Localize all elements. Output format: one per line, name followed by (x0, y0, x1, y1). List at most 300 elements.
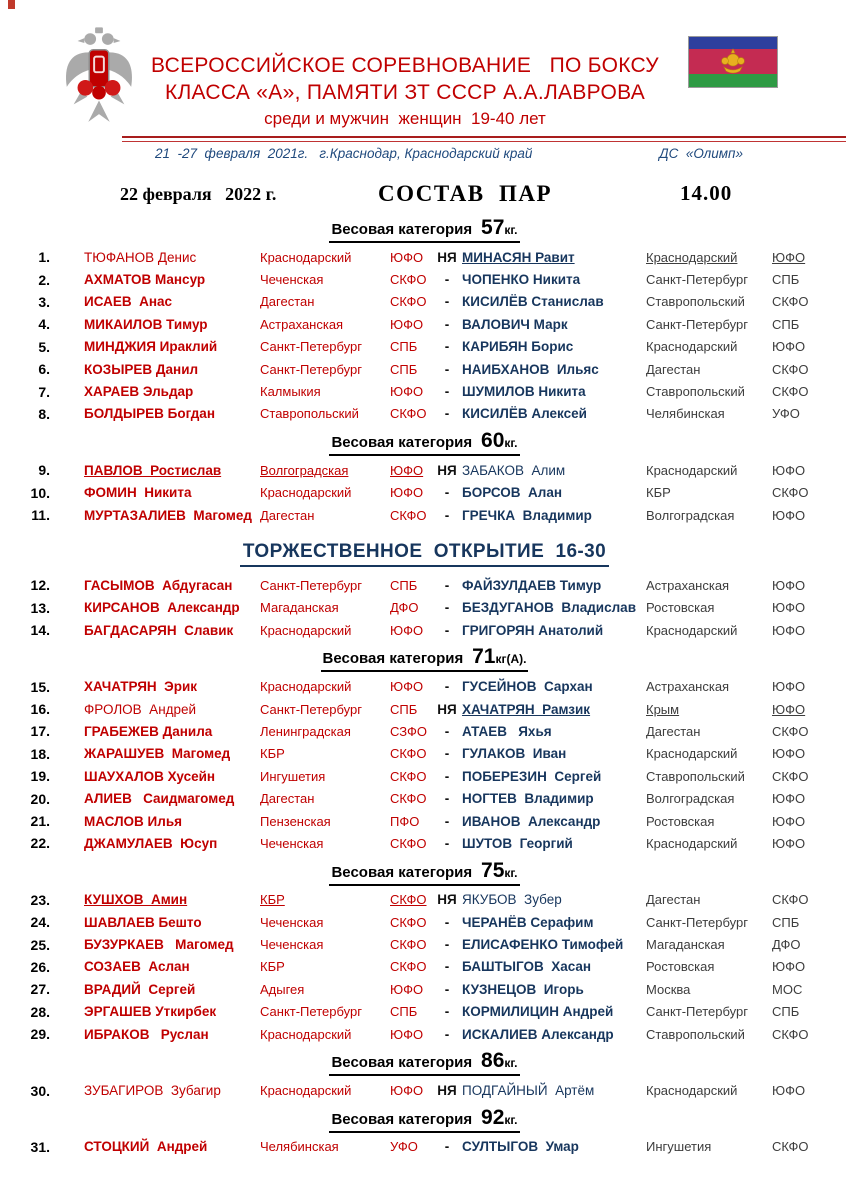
pair-separator: - (444, 1139, 450, 1155)
red-boxer-name: ХАРАЕВ Эльдар (84, 384, 194, 400)
red-boxer-name: ГРАБЕЖЕВ Данила (84, 723, 213, 739)
red-boxer-district: СКФО (390, 914, 427, 930)
blue-boxer-district: ЮФО (772, 339, 806, 355)
red-boxer-district: УФО (390, 1139, 418, 1155)
blue-boxer-region: Краснодарский (646, 622, 738, 638)
red-boxer-name: КОЗЫРЕВ Данил (84, 361, 199, 377)
pair-row (0, 246, 849, 268)
red-boxer-name: МИНДЖИЯ Ираклий (84, 339, 218, 355)
pair-row (0, 720, 849, 742)
blue-boxer-district: СКФО (772, 485, 809, 501)
red-boxer-name: БАГДАСАРЯН Славик (84, 622, 234, 638)
pair-row (0, 1136, 849, 1158)
ceremony-heading-block (0, 540, 849, 567)
schedule-line (0, 181, 849, 207)
blue-boxer-region: Челябинская (646, 406, 725, 422)
pair-separator: - (444, 959, 450, 975)
pair-row (0, 403, 849, 425)
row-number: 27. (30, 981, 50, 998)
red-boxer-region: Санкт-Петербург (260, 1004, 362, 1020)
pair-separator: НЯ (437, 462, 457, 478)
pair-row (0, 380, 849, 402)
blue-boxer-region: Ростовская (646, 959, 715, 975)
row-number: 6. (38, 361, 50, 378)
blue-boxer-district: ЮФО (772, 959, 806, 975)
red-boxer-name: ЭРГАШЕВ Уткирбек (84, 1004, 217, 1020)
weight-category-value: 60 (481, 429, 505, 453)
red-boxer-name: ТЮФАНОВ Денис (84, 249, 197, 265)
red-boxer-region: Краснодарский (260, 1083, 352, 1099)
blue-boxer-region: Санкт-Петербург (646, 272, 748, 288)
row-number: 23. (30, 891, 50, 908)
red-boxer-district: СПБ (390, 701, 418, 717)
blue-boxer-region: Ростовская (646, 600, 715, 616)
blue-boxer-district: ЮФО (772, 679, 806, 695)
red-boxer-region: Ставропольский (260, 406, 359, 422)
red-boxer-name: ГАСЫМОВ Абдугасан (84, 577, 233, 593)
blue-boxer-region: Ставропольский (646, 294, 745, 310)
blue-boxer-name: МИНАСЯН Равит (462, 249, 575, 265)
red-boxer-name: ПАВЛОВ Ростислав (84, 462, 222, 478)
red-boxer-name: МУРТАЗАЛИЕВ Магомед (84, 507, 252, 523)
blue-boxer-region: Краснодарский (646, 249, 738, 265)
red-boxer-name: ФРОЛОВ Андрей (84, 701, 197, 717)
pair-separator: - (444, 316, 450, 332)
red-boxer-name: АХМАТОВ Мансур (84, 272, 206, 288)
blue-boxer-name: ИСКАЛИЕВ Александр (462, 1026, 614, 1042)
blue-boxer-name: ШУМИЛОВ Никита (462, 384, 586, 400)
red-boxer-district: ЮФО (390, 1083, 424, 1099)
event-dates-location: 21 -27 февраля 2021г. г.Краснодар, Краснодарский край (155, 146, 533, 161)
red-boxer-district: СКФО (390, 406, 427, 422)
red-boxer-region: Адыгея (260, 981, 305, 997)
blue-boxer-district: СКФО (772, 384, 809, 400)
weight-category-label: Весовая категория (322, 650, 464, 668)
blue-boxer-name: ЯКУБОВ Зубер (462, 892, 562, 908)
red-boxer-region: Дагестан (260, 507, 315, 523)
pair-row (0, 765, 849, 787)
red-boxer-district: СКФО (390, 507, 427, 523)
weight-category-value: 86 (481, 1049, 505, 1073)
red-boxer-district: СКФО (390, 892, 427, 908)
pair-separator: - (444, 577, 450, 593)
blue-boxer-district: СПБ (772, 914, 800, 930)
red-boxer-region: Пензенская (260, 813, 331, 829)
red-boxer-district: ДФО (390, 600, 419, 616)
blue-boxer-name: БЕЗДУГАНОВ Владислав (462, 600, 636, 616)
pair-separator: НЯ (437, 701, 457, 717)
pair-separator: - (444, 835, 450, 851)
blue-boxer-name: НАИБХАНОВ Ильяс (462, 361, 599, 377)
blue-boxer-region: Москва (646, 981, 691, 997)
red-boxer-district: ЮФО (390, 679, 424, 695)
red-boxer-region: Ингушетия (260, 768, 326, 784)
red-boxer-district: ЮФО (390, 1026, 424, 1042)
blue-boxer-name: ГРЕЧКА Владимир (462, 507, 592, 523)
pair-row (0, 743, 849, 765)
pair-separator: - (444, 1026, 450, 1042)
red-boxer-name: СТОЦКИЙ Андрей (84, 1139, 208, 1155)
red-boxer-name: БУЗУРКАЕВ Магомед (84, 937, 234, 953)
event-info-line (0, 146, 849, 161)
pair-row (0, 933, 849, 955)
row-number: 28. (30, 1003, 50, 1020)
red-boxer-district: ЮФО (390, 462, 424, 478)
blue-boxer-name: КАРИБЯН Борис (462, 339, 574, 355)
pair-separator: - (444, 384, 450, 400)
weight-category-label: Весовая категория (331, 1110, 473, 1128)
red-boxer-district: ЮФО (390, 249, 424, 265)
session-time: 14.00 (680, 181, 733, 205)
blue-boxer-region: Дагестан (646, 361, 701, 377)
red-boxer-region: Краснодарский (260, 679, 352, 695)
pair-row (0, 482, 849, 504)
red-boxer-region: Санкт-Петербург (260, 701, 362, 717)
pair-row (0, 832, 849, 854)
pair-row (0, 268, 849, 290)
pair-row (0, 336, 849, 358)
flag-gold-emblem (718, 47, 748, 77)
red-boxer-region: Чеченская (260, 272, 324, 288)
pair-row (0, 291, 849, 313)
pair-row (0, 1023, 849, 1045)
weight-category-label: Весовая категория (331, 1054, 473, 1072)
blue-boxer-region: Дагестан (646, 723, 701, 739)
pair-separator: - (444, 768, 450, 784)
blue-boxer-district: ЮФО (772, 622, 806, 638)
blue-boxer-name: КИСИЛЁВ Алексей (462, 406, 587, 422)
red-boxer-region: Астраханская (260, 316, 344, 332)
blue-boxer-district: СКФО (772, 1026, 809, 1042)
red-boxer-district: ЮФО (390, 981, 424, 997)
competition-title-line3: среди и мужчин женщин 19-40 лет (264, 109, 546, 128)
row-number: 2. (38, 271, 50, 288)
weight-category-heading (0, 218, 849, 243)
pair-separator: НЯ (437, 249, 457, 265)
pair-separator: - (444, 679, 450, 695)
weight-category-heading (0, 1051, 849, 1076)
red-boxer-district: ЮФО (390, 485, 424, 501)
red-boxer-district: СКФО (390, 294, 427, 310)
blue-boxer-name: ХАЧАТРЯН Рамзик (462, 701, 591, 717)
pair-row (0, 459, 849, 481)
row-number: 11. (31, 507, 50, 524)
event-venue: ДС «Олимп» (659, 146, 743, 161)
red-boxer-region: Волгоградская (260, 462, 349, 478)
blue-boxer-region: Ингушетия (646, 1139, 712, 1155)
blue-boxer-region: Краснодарский (646, 835, 738, 851)
pair-separator: - (444, 746, 450, 762)
pair-separator: - (444, 600, 450, 616)
red-boxer-region: Дагестан (260, 294, 315, 310)
pair-row (0, 619, 849, 641)
blue-boxer-name: ГУСЕЙНОВ Сархан (462, 679, 593, 695)
weight-category-label: Весовая категория (331, 434, 473, 452)
pair-separator: - (444, 339, 450, 355)
weight-category-unit: кг. (504, 1056, 518, 1071)
blue-boxer-region: Санкт-Петербург (646, 1004, 748, 1020)
red-boxer-region: Краснодарский (260, 485, 352, 501)
pair-row (0, 574, 849, 596)
pair-row (0, 810, 849, 832)
pair-row (0, 358, 849, 380)
pair-row (0, 787, 849, 809)
weight-category-heading (0, 858, 849, 886)
blue-boxer-name: ЕЛИСАФЕНКО Тимофей (462, 937, 624, 953)
pair-separator: - (444, 406, 450, 422)
competition-title-line2: КЛАССА «А», ПАМЯТИ ЗТ СССР А.А.ЛАВРОВА (164, 81, 646, 104)
red-boxer-district: СПБ (390, 577, 418, 593)
blue-boxer-name: НОГТЕВ Владимир (462, 791, 594, 807)
row-number: 30. (30, 1082, 50, 1099)
blue-boxer-region: Краснодарский (646, 462, 738, 478)
row-number: 18. (30, 745, 50, 762)
red-boxer-district: ЮФО (390, 622, 424, 638)
pair-separator: НЯ (437, 892, 457, 908)
red-boxer-region: Санкт-Петербург (260, 577, 362, 593)
blue-boxer-name: ШУТОВ Георгий (462, 835, 573, 851)
blue-boxer-name: КИСИЛЁВ Станислав (462, 294, 604, 310)
blue-boxer-district: ДФО (772, 937, 801, 953)
blue-boxer-name: ЧОПЕНКО Никита (462, 272, 581, 288)
blue-boxer-district: СКФО (772, 892, 809, 908)
blue-boxer-region: Астраханская (646, 577, 730, 593)
red-boxer-district: СПБ (390, 1004, 418, 1020)
row-number: 21. (30, 813, 50, 829)
red-boxer-name: МИКАИЛОВ Тимур (84, 316, 208, 332)
blue-boxer-region: Санкт-Петербург (646, 914, 748, 930)
blue-boxer-district: СКФО (772, 361, 809, 377)
competition-title-line1: ВСЕРОССИЙСКОЕ СОРЕВНОВАНИЕ ПО БОКСУ (151, 54, 659, 77)
row-number: 26. (30, 958, 50, 975)
red-boxer-name: МАСЛОВ Илья (84, 813, 183, 829)
blue-boxer-district: ЮФО (772, 600, 806, 616)
pair-row (0, 698, 849, 720)
header-divider (122, 136, 846, 142)
blue-boxer-district: ЮФО (772, 462, 806, 478)
blue-boxer-district: СПБ (772, 272, 800, 288)
pair-row (0, 978, 849, 1000)
red-boxer-region: КБР (260, 746, 285, 762)
red-boxer-name: ИСАЕВ Анас (84, 294, 173, 310)
weight-category-unit: кг(А). (495, 652, 527, 667)
row-number: 3. (38, 293, 50, 310)
red-boxer-region: КБР (260, 892, 285, 908)
blue-boxer-region: Волгоградская (646, 507, 735, 523)
weight-category-unit: кг. (504, 865, 518, 880)
pair-separator: - (444, 981, 450, 997)
blue-boxer-district: ЮФО (772, 577, 806, 593)
pair-separator: - (444, 914, 450, 930)
red-boxer-district: ПФО (390, 813, 420, 829)
row-number: 24. (30, 914, 50, 931)
row-number: 1. (38, 249, 50, 266)
blue-boxer-region: Дагестан (646, 892, 701, 908)
blue-boxer-region: Ставропольский (646, 384, 745, 400)
row-number: 20. (30, 790, 50, 807)
row-number: 17. (30, 723, 50, 740)
red-boxer-region: Чеченская (260, 835, 324, 851)
red-boxer-name: ХАЧАТРЯН Эрик (84, 679, 198, 695)
red-boxer-region: Чеченская (260, 937, 324, 953)
red-boxer-name: ШАВЛАЕВ Бешто (84, 914, 202, 930)
weight-category-label: Весовая категория (331, 221, 473, 238)
pair-row (0, 956, 849, 978)
red-boxer-district: ЮФО (390, 316, 424, 332)
red-boxer-name: ЗУБАГИРОВ Зубагир (84, 1083, 221, 1099)
blue-boxer-district: ЮФО (772, 746, 806, 762)
red-boxer-name: ВРАДИЙ Сергей (84, 981, 196, 997)
row-number: 19. (30, 768, 50, 785)
pair-row (0, 597, 849, 619)
row-number: 14. (30, 622, 50, 639)
blue-boxer-district: СПБ (772, 316, 800, 332)
header-titles (135, 52, 675, 130)
pair-separator: - (444, 813, 450, 829)
red-boxer-name: ШАУХАЛОВ Хусейн (84, 768, 216, 784)
blue-boxer-region: Астраханская (646, 679, 730, 695)
row-number: 13. (30, 599, 50, 616)
weight-category-label: Весовая категория (331, 863, 473, 881)
blue-boxer-name: БАШТЫГОВ Хасан (462, 959, 592, 975)
blue-boxer-name: ЧЕРАНЁВ Серафим (462, 914, 594, 930)
row-number: 12. (30, 577, 50, 594)
blue-boxer-region: Крым (646, 701, 680, 717)
row-number: 16. (30, 701, 50, 718)
red-boxer-name: БОЛДЫРЕВ Богдан (84, 406, 215, 422)
row-number: 10. (30, 484, 50, 501)
pair-separator: - (444, 294, 450, 310)
red-boxer-district: СКФО (390, 791, 427, 807)
pair-separator: - (444, 622, 450, 638)
pair-row (0, 1001, 849, 1023)
pair-row (0, 889, 849, 911)
weight-category-value: 71 (472, 645, 496, 669)
pair-separator: - (444, 1004, 450, 1020)
red-boxer-name: ДЖАМУЛАЕВ Юсуп (84, 835, 218, 851)
weight-category-unit: кг. (504, 223, 518, 237)
red-boxer-region: Краснодарский (260, 249, 352, 265)
blue-boxer-district: СПБ (772, 1004, 800, 1020)
red-boxer-district: СКФО (390, 959, 427, 975)
red-boxer-region: Ленинградская (260, 723, 351, 739)
pair-row (0, 675, 849, 697)
red-boxer-name: ИБРАКОВ Руслан (84, 1026, 209, 1042)
red-boxer-region: Санкт-Петербург (260, 361, 362, 377)
pair-separator: - (444, 361, 450, 377)
pair-row (0, 313, 849, 335)
blue-boxer-name: ГРИГОРЯН Анатолий (462, 622, 604, 638)
weight-category-heading (0, 1105, 849, 1133)
red-boxer-region: Калмыкия (260, 384, 321, 400)
red-boxer-district: СКФО (390, 835, 427, 851)
blue-boxer-district: СКФО (772, 1139, 809, 1155)
pair-separator: - (444, 272, 450, 288)
blue-boxer-name: КУЗНЕЦОВ Игорь (462, 981, 584, 997)
blue-boxer-name: ГУЛАКОВ Иван (462, 746, 567, 762)
weight-category-value: 92 (481, 1105, 505, 1129)
row-number: 4. (38, 316, 50, 333)
blue-boxer-name: ПОБЕРЕЗИН Сергей (462, 768, 602, 784)
pair-separator: - (444, 723, 450, 739)
blue-boxer-name: ВАЛОВИЧ Марк (462, 316, 568, 332)
row-number: 25. (30, 936, 50, 953)
red-boxer-region: Краснодарский (260, 1026, 352, 1042)
blue-boxer-region: Ставропольский (646, 1026, 745, 1042)
weight-category-unit: кг. (504, 1112, 518, 1127)
blue-boxer-name: КОРМИЛИЦИН Андрей (462, 1004, 614, 1020)
boxing-federation-eagle-icon (60, 26, 138, 134)
red-boxer-name: СОЗАЕВ Аслан (84, 959, 190, 975)
blue-boxer-name: АТАЕВ Яхья (462, 723, 552, 739)
blue-boxer-district: СКФО (772, 294, 809, 310)
red-boxer-district: СПБ (390, 339, 418, 355)
blue-boxer-region: Ростовская (646, 813, 715, 829)
pairs-table (0, 212, 849, 1158)
blue-boxer-region: Краснодарский (646, 746, 738, 762)
red-boxer-region: Магаданская (260, 600, 339, 616)
pair-separator: - (444, 791, 450, 807)
row-number: 9. (38, 462, 50, 479)
blue-boxer-region: Санкт-Петербург (646, 316, 748, 332)
blue-boxer-region: Ставропольский (646, 768, 745, 784)
row-number: 31. (30, 1138, 50, 1155)
red-boxer-region: Краснодарский (260, 622, 352, 638)
weight-category-unit: кг. (504, 436, 518, 451)
blue-boxer-name: ИВАНОВ Александр (462, 813, 601, 829)
blue-boxer-region: Краснодарский (646, 339, 738, 355)
session-date: 22 февраля 2022 г. (120, 184, 277, 204)
red-boxer-district: СПБ (390, 361, 418, 377)
weight-category-value: 75 (481, 858, 505, 882)
blue-boxer-district: ЮФО (772, 1083, 806, 1099)
weight-category-heading (0, 431, 849, 456)
blue-boxer-region: Магаданская (646, 937, 725, 953)
red-boxer-region: Дагестан (260, 791, 315, 807)
weight-category-value: 57 (481, 216, 505, 239)
blue-boxer-district: ЮФО (772, 507, 806, 523)
red-boxer-district: СКФО (390, 768, 427, 784)
row-number: 7. (38, 383, 50, 400)
red-boxer-name: КИРСАНОВ Александр (84, 600, 240, 616)
pair-separator: - (444, 507, 450, 523)
row-number: 15. (30, 678, 50, 695)
blue-boxer-region: Краснодарский (646, 1083, 738, 1099)
red-boxer-region: Челябинская (260, 1139, 339, 1155)
blue-boxer-district: ЮФО (772, 835, 806, 851)
pair-separator: - (444, 937, 450, 953)
blue-boxer-name: ЗАБАКОВ Алим (462, 462, 566, 478)
blue-boxer-district: ЮФО (772, 791, 806, 807)
row-number: 29. (30, 1026, 50, 1043)
blue-boxer-district: ЮФО (772, 813, 806, 829)
pair-row (0, 504, 849, 526)
red-boxer-district: СКФО (390, 937, 427, 953)
red-boxer-district: ЮФО (390, 384, 424, 400)
red-boxer-district: СКФО (390, 746, 427, 762)
blue-boxer-district: УФО (772, 406, 800, 422)
pair-separator: НЯ (437, 1083, 457, 1099)
red-boxer-name: ФОМИН Никита (84, 485, 192, 501)
blue-boxer-name: СУЛТЫГОВ Умар (462, 1139, 579, 1155)
red-boxer-name: КУШХОВ Амин (84, 892, 188, 908)
red-boxer-region: КБР (260, 959, 285, 975)
blue-boxer-name: ПОДГАЙНЫЙ Артём (462, 1083, 595, 1099)
red-boxer-name: АЛИЕВ Саидмагомед (84, 791, 235, 807)
red-boxer-district: СКФО (390, 272, 427, 288)
row-number: 8. (38, 405, 50, 422)
pair-row (0, 1079, 849, 1101)
